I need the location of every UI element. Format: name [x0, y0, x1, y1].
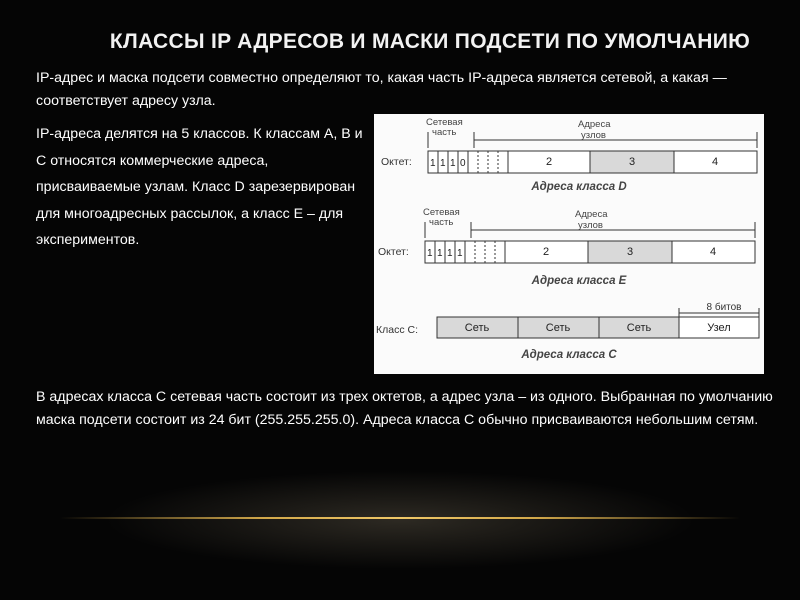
e-octet-4-label: 4 [709, 246, 717, 258]
d-octet-3-label: 3 [628, 156, 636, 168]
class-c-diagram [374, 296, 764, 374]
c-cell-3-label: Сеть [626, 322, 652, 334]
d-bit-1: 1 [430, 158, 436, 169]
e-bit-3: 1 [447, 248, 453, 259]
d-caption: Адреса класса D [531, 181, 627, 193]
class-c-svg [374, 296, 764, 374]
e-bit-2: 1 [437, 248, 443, 259]
e-bit-1: 1 [427, 248, 433, 259]
e-caption: Адреса класса Е [531, 275, 627, 287]
e-net-label-1: Сетевая [423, 207, 460, 218]
d-bit-2: 1 [440, 158, 446, 169]
d-octet-2-label: 2 [545, 156, 553, 168]
d-host-label-2: узлов [581, 130, 606, 141]
intro-paragraph: IP-адрес и маска подсети совместно определяют то, какая часть IP-адреса является сетевой, а какая — соответствует адресу узла. [36, 70, 727, 109]
d-net-label-1: Сетевая [426, 117, 463, 128]
classes-paragraph: IP-адреса делятся на 5 классов. К классам А, В и С относятся коммерческие адреса, присваиваемые узлам. Класс D зарезервирован для многоадресных рассылок, а класс Е – для экспериментов. [36, 126, 363, 248]
d-host-label-1: Адреса [578, 119, 611, 130]
e-octet-3-label: 3 [626, 246, 634, 258]
d-net-label-2: часть [432, 127, 457, 138]
c-class-label: Класс С: [376, 324, 418, 336]
background-glow [0, 440, 800, 600]
class-d-e-svg [374, 114, 764, 296]
class-d-e-diagram [374, 114, 764, 296]
e-host-label-2: узлов [578, 220, 603, 231]
e-host-label-1: Адреса [575, 209, 608, 220]
accent-divider-line [60, 517, 740, 519]
d-bit-4: 0 [460, 158, 466, 169]
d-octet-4-label: 4 [711, 156, 719, 168]
c-cell-1-label: Сеть [464, 322, 490, 334]
d-bit-3: 1 [450, 158, 456, 169]
e-bit-4: 1 [457, 248, 463, 259]
slide-title: КЛАССЫ IP АДРЕСОВ И МАСКИ ПОДСЕТИ ПО УМОЛЧАНИЮ [109, 30, 751, 53]
c-cell-2-label: Сеть [545, 322, 571, 334]
class-c-paragraph: В адресах класса С сетевая часть состоит из трех октетов, а адрес узла – из одного. Выбранная по умолчанию маска подсети состоит из 24 бит (255.255.255.0). Адреса класса С обычно присваиваются небольшим сетям. [36, 389, 773, 428]
c-caption: Адреса класса С [521, 349, 617, 361]
c-bits-label: 8 битов [706, 302, 742, 313]
e-octet-2-label: 2 [542, 246, 550, 258]
e-octet-label: Октет: [378, 246, 409, 258]
d-octet-label: Октет: [381, 156, 412, 168]
e-net-label-2: часть [429, 217, 454, 228]
c-cell-4-label: Узел [707, 322, 731, 334]
